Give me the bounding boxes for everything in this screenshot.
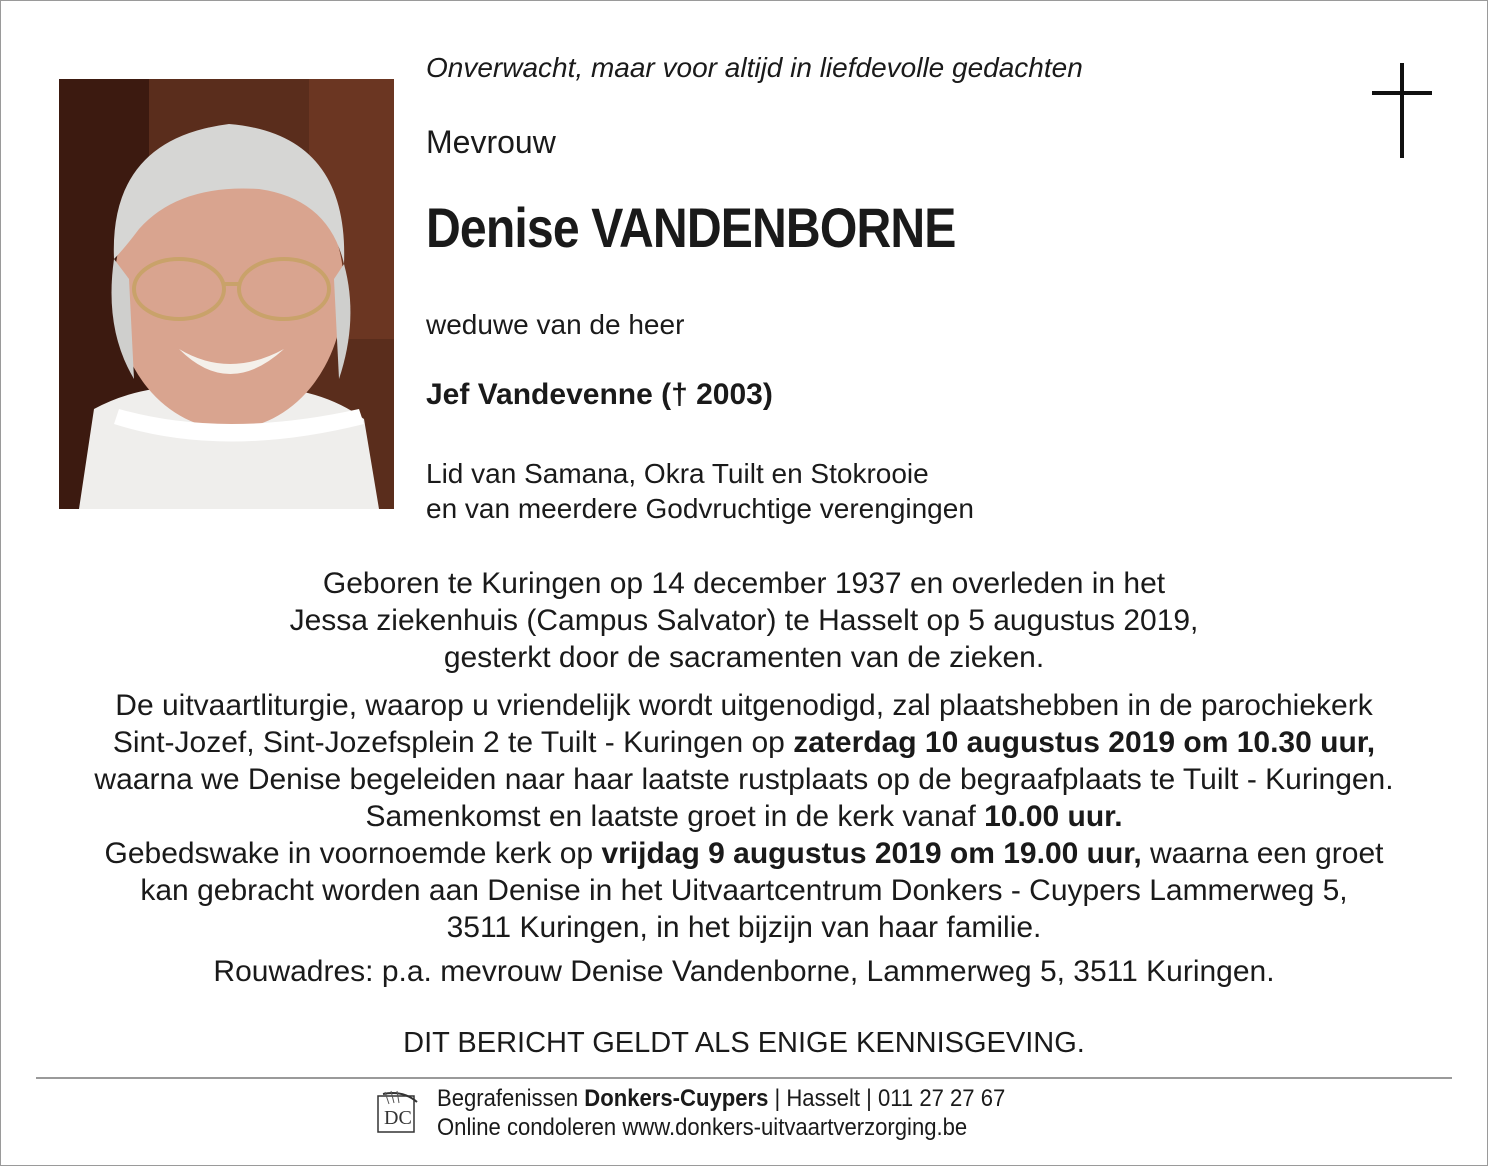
- vigil-date: vrijdag 9 augustus 2019 om 19.00 uur,: [601, 837, 1142, 870]
- tagline: Onverwacht, maar voor altijd in liefdevolle gedachten: [426, 52, 1083, 83]
- funeral-line: Sint-Jozef, Sint-Jozefsplein 2 te Tuilt - Kuringen op zaterdag 10 augustus 2019 om 10.30 uur,: [112, 726, 1376, 759]
- funeral-paragraph: [0, 687, 1488, 946]
- svg-text:DC: DC: [384, 1107, 412, 1129]
- footer-info: [437, 1084, 1005, 1142]
- funeral-line: Samenkomst en laatste groet in de kerk vanaf 10.00 uur.: [365, 800, 1123, 833]
- cross-icon: [1372, 63, 1432, 158]
- salutation: Mevrouw: [426, 124, 556, 160]
- funeral-home-name: Donkers-Cuypers: [584, 1085, 769, 1112]
- funeral-line: 3511 Kuringen, in het bijzijn van haar familie.: [446, 911, 1042, 944]
- mourning-address: Rouwadres: p.a. mevrouw Denise Vandenborne, Lammerweg 5, 3511 Kuringen.: [213, 955, 1275, 988]
- funeral-home-logo: [375, 1090, 420, 1135]
- funeral-date: zaterdag 10 augustus 2019 om 10.30 uur,: [793, 726, 1376, 759]
- membership-line: en van meerdere Godvruchtige verengingen: [426, 493, 974, 524]
- membership: [426, 456, 974, 526]
- notice-statement: DIT BERICHT GELDT ALS ENIGE KENNISGEVING.: [403, 1027, 1085, 1059]
- membership-line: Lid van Samana, Okra Tuilt en Stokrooie: [426, 458, 929, 489]
- funeral-line: kan gebracht worden aan Denise in het Uitvaartcentrum Donkers - Cuypers Lammerweg 5,: [140, 874, 1348, 907]
- footer-divider: [36, 1077, 1452, 1079]
- birth-death-line: Geboren te Kuringen op 14 december 1937 en overleden in het: [322, 567, 1166, 600]
- birth-death-line: Jessa ziekenhuis (Campus Salvator) te Hasselt op 5 augustus 2019,: [289, 604, 1199, 637]
- birth-death-paragraph: [0, 565, 1488, 676]
- funeral-line: waarna we Denise begeleiden naar haar laatste rustplaats op de begraafplaats te Tuilt - Kuringen.: [94, 763, 1394, 796]
- funeral-line: Gebedswake in voornoemde kerk op vrijdag 9 augustus 2019 om 19.00 uur, waarna een groet: [104, 837, 1384, 870]
- husband-name: Jef Vandevenne († 2003): [426, 378, 773, 411]
- funeral-line: De uitvaartliturgie, waarop u vriendelijk wordt uitgenodigd, zal plaatshebben in de parochiekerk: [115, 689, 1373, 722]
- footer-line: Begrafenissen Donkers-Cuypers | Hasselt | 011 27 27 67: [437, 1085, 1006, 1112]
- gathering-time: 10.00 uur.: [984, 800, 1123, 833]
- deceased-name: Denise VANDENBORNE: [426, 196, 956, 259]
- birth-death-line: gesterkt door de sacramenten van de zieken.: [443, 641, 1045, 674]
- portrait-photo: [59, 79, 394, 509]
- footer-website-line: Online condoleren www.donkers-uitvaartverzorging.be: [437, 1114, 968, 1141]
- widow-of-label: weduwe van de heer: [426, 309, 685, 340]
